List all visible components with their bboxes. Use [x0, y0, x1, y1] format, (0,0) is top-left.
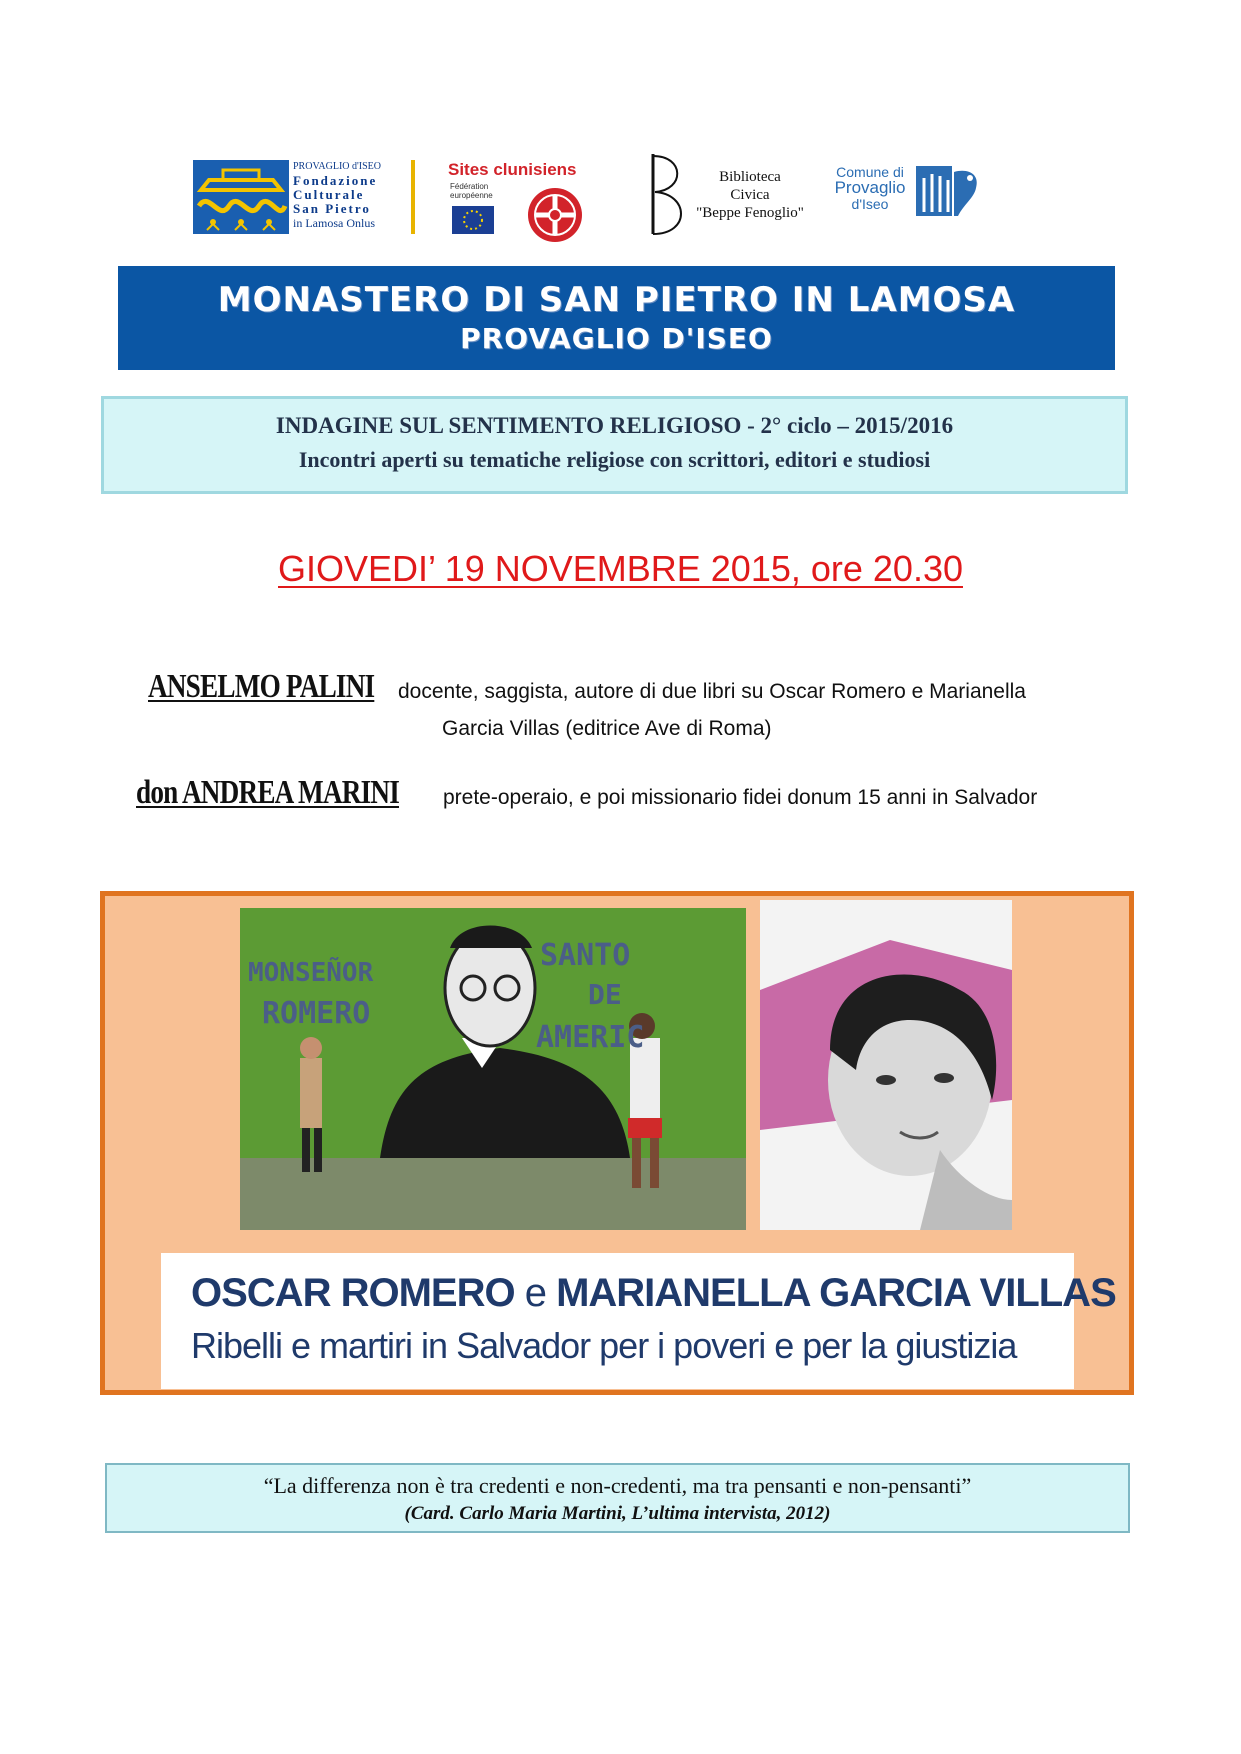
portrait-artwork — [760, 900, 1012, 1230]
mural-text-monsenor: MONSEÑOR — [248, 958, 374, 988]
fondazione-line4: in Lamosa Onlus — [293, 216, 375, 230]
comune-line3: d'Iseo — [851, 196, 889, 212]
fondazione-emblem-icon — [193, 160, 289, 234]
quote-source: (Card. Carlo Maria Martini, L’ultima intervista, 2012) — [404, 1503, 831, 1524]
mural-text-america: AMERIC — [536, 1020, 645, 1055]
biblioteca-line1: Biblioteca — [719, 169, 781, 185]
marianella-portrait-photo — [760, 900, 1012, 1230]
speaker-2-desc: prete-operaio, e poi missionario fidei donum 15 anni in Salvador — [443, 786, 1038, 809]
comune-line2: Provaglio — [834, 178, 906, 197]
fondazione-top: PROVAGLIO d'ISEO — [293, 161, 382, 172]
biblioteca-line3: "Beppe Fenoglio" — [696, 205, 804, 221]
logo-sites-clunisiens — [448, 160, 588, 240]
cluny-subtitle: Fédération européenne — [450, 182, 493, 200]
speaker-1-desc-line1: docente, saggista, autore di due libri su Oscar Romero e Marianella — [398, 680, 1026, 703]
quote-box — [105, 1463, 1130, 1533]
comune-text — [832, 164, 908, 212]
cluny-cross-icon — [526, 186, 584, 249]
fondazione-line1: Fondazione — [293, 173, 378, 188]
book-title-e: e — [524, 1271, 546, 1315]
logo-comune — [832, 162, 992, 222]
quote-text: “La differenza non è tra credenti e non-credenti, ma tra pensanti e non-pensanti” — [263, 1473, 972, 1498]
logo-biblioteca — [645, 150, 805, 240]
eu-flag-icon — [452, 206, 494, 234]
romero-mural-photo — [240, 908, 746, 1230]
fondazione-divider — [411, 160, 415, 234]
speaker-2-name-wrap — [136, 774, 465, 812]
speaker-2-name: don ANDREA MARINI — [136, 774, 399, 811]
biblioteca-text — [695, 168, 805, 222]
mural-text-romero: ROMERO — [262, 996, 371, 1031]
book-subtitle: Ribelli e martiri in Salvador per i poveri e per la giustizia — [191, 1325, 1017, 1366]
fondazione-line2: Culturale — [293, 187, 365, 202]
cluny-title: Sites clunisiens — [448, 160, 577, 179]
book-caption — [161, 1253, 1116, 1389]
book-title-a: OSCAR ROMERO — [191, 1271, 515, 1315]
logo-fondazione — [193, 160, 417, 237]
fondazione-line3: San Pietro — [293, 201, 371, 216]
fondazione-name — [293, 160, 413, 230]
speaker-1-desc-line2: Garcia Villas (editrice Ave di Roma) — [442, 717, 772, 740]
event-date — [0, 548, 1241, 590]
biblioteca-line2: Civica — [730, 187, 770, 203]
title-banner — [118, 266, 1115, 370]
comune-line1: Comune di — [836, 164, 904, 180]
mural-artwork — [240, 908, 746, 1230]
mural-text-de: DE — [588, 978, 622, 1011]
photo-box — [100, 891, 1134, 1395]
comune-crest-icon — [914, 164, 984, 223]
biblioteca-b-icon — [645, 150, 693, 243]
series-title: INDAGINE SUL SENTIMENTO RELIGIOSO - 2° ciclo – 2015/2016 — [275, 413, 954, 438]
banner-title: MONASTERO DI SAN PIETRO IN LAMOSA — [217, 280, 1016, 320]
speaker-1-name: ANSELMO PALINI — [148, 668, 375, 705]
book-title-b: MARIANELLA GARCIA VILLAS — [556, 1271, 1116, 1315]
series-box — [101, 396, 1128, 494]
banner-subtitle: PROVAGLIO D'ISEO — [460, 322, 773, 355]
speaker-1-name-wrap — [148, 668, 431, 706]
mural-text-santo: SANTO — [540, 938, 631, 973]
book-title — [191, 1271, 1116, 1316]
event-date-text: GIOVEDI’ 19 NOVEMBRE 2015, ore 20.30 — [278, 548, 963, 589]
series-subtitle: Incontri aperti su tematiche religiose con scrittori, editori e studiosi — [298, 447, 931, 472]
